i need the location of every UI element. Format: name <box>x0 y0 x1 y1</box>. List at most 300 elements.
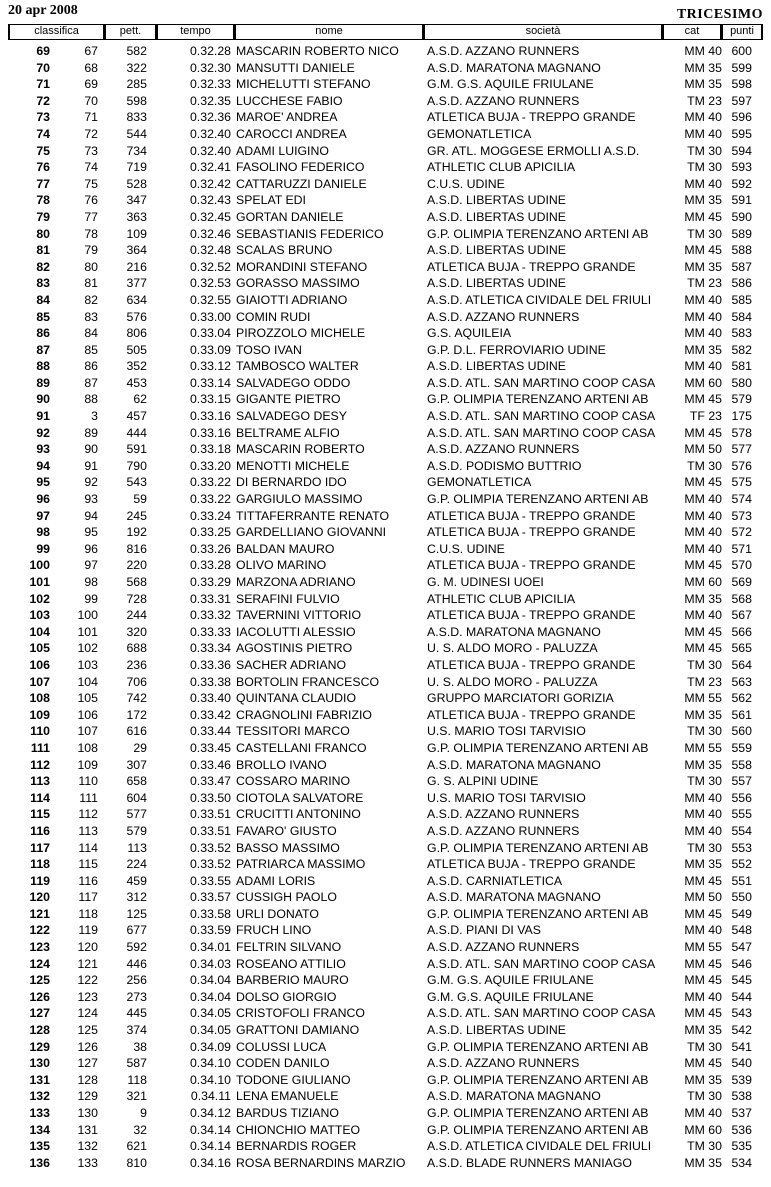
cell-punti: 594 <box>731 143 752 158</box>
cell-classifica: 92 <box>36 425 50 440</box>
cell-societa: G.P. OLIMPIA TERENZANO ARTENI AB <box>427 740 649 755</box>
table-row <box>0 358 771 375</box>
cell-societa: A.S.D. AZZANO RUNNERS <box>427 823 580 838</box>
cell-societa: GRUPPO MARCIATORI GORIZIA <box>427 691 614 706</box>
table-row <box>0 508 771 525</box>
cell-societa: A.S.D. MARATONA MAGNANO <box>427 757 601 772</box>
cell-tempo: 0.34.10 <box>189 1056 231 1071</box>
cell-classifica: 136 <box>29 1155 50 1170</box>
cell-cat: TM 30 <box>687 724 722 739</box>
cell-pettorale: 634 <box>126 292 147 307</box>
cell-tempo: 0.34.05 <box>189 1023 231 1038</box>
table-row <box>0 1005 771 1022</box>
cell-cat: MM 40 <box>684 326 722 341</box>
cell-pettorale: 364 <box>126 243 147 258</box>
cell-societa: U.S. MARIO TOSI TARVISIO <box>427 790 586 805</box>
cell-category-position: 109 <box>77 757 98 772</box>
cell-societa: ATLETICA BUJA - TREPPO GRANDE <box>427 558 636 573</box>
cell-societa: G.P. OLIMPIA TERENZANO ARTENI AB <box>427 1106 649 1120</box>
cell-pettorale: 38 <box>133 1039 147 1054</box>
cell-nome: CUSSIGH PAOLO <box>236 890 337 905</box>
cell-punti: 576 <box>731 458 752 473</box>
table-row <box>0 690 771 707</box>
cell-tempo: 0.34.04 <box>189 989 231 1004</box>
cell-societa: A.S.D. MARATONA MAGNANO <box>427 890 601 905</box>
cell-nome: COMIN RUDI <box>236 309 311 324</box>
table-row <box>0 76 771 93</box>
cell-pettorale: 719 <box>126 160 147 175</box>
cell-nome: BELTRAME ALFIO <box>236 425 340 440</box>
cell-societa: G.M. G.S. AQUILE FRIULANE <box>427 77 594 92</box>
cell-nome: QUINTANA CLAUDIO <box>236 691 357 706</box>
cell-pettorale: 216 <box>126 259 147 274</box>
cell-punti: 568 <box>731 591 752 606</box>
cell-punti: 549 <box>731 906 752 921</box>
cell-tempo: 0.33.47 <box>189 774 231 789</box>
cell-tempo: 0.33.00 <box>189 309 231 324</box>
cell-societa: U. S. ALDO MORO - PALUZZA <box>427 641 598 656</box>
cell-tempo: 0.32.43 <box>189 193 231 208</box>
cell-nome: MENOTTI MICHELE <box>236 458 350 473</box>
cell-punti: 580 <box>731 375 752 390</box>
race-location: TRICESIMO <box>676 7 763 22</box>
cell-pettorale: 445 <box>126 1006 147 1021</box>
cell-punti: 570 <box>731 558 752 573</box>
cell-tempo: 0.33.44 <box>189 724 231 739</box>
cell-cat: MM 40 <box>684 110 722 125</box>
cell-category-position: 103 <box>77 657 98 672</box>
cell-tempo: 0.32.30 <box>189 60 231 75</box>
cell-punti: 556 <box>731 790 752 805</box>
cell-punti: 539 <box>731 1072 752 1087</box>
cell-tempo: 0.33.45 <box>189 740 231 755</box>
table-row <box>0 740 771 757</box>
cell-category-position: 85 <box>84 342 98 357</box>
cell-nome: LENA EMANUELE <box>236 1089 339 1104</box>
cell-punti: 554 <box>731 823 752 838</box>
table-row <box>0 773 771 790</box>
cell-classifica: 104 <box>29 624 50 639</box>
cell-category-position: 72 <box>84 126 98 141</box>
cell-punti: 565 <box>731 641 752 656</box>
cell-pettorale: 453 <box>126 375 147 390</box>
cell-punti: 560 <box>731 724 752 739</box>
table-row <box>0 309 771 326</box>
column-header-pett: pett. <box>106 25 155 39</box>
cell-pettorale: 810 <box>126 1155 147 1170</box>
cell-nome: ROSEANO ATTILIO <box>236 956 346 971</box>
cell-societa: A.S.D. AZZANO RUNNERS <box>427 940 580 955</box>
cell-punti: 578 <box>731 425 752 440</box>
cell-pettorale: 457 <box>126 409 147 424</box>
cell-societa: ATLETICA BUJA - TREPPO GRANDE <box>427 707 636 722</box>
cell-pettorale: 172 <box>126 707 147 722</box>
cell-nome: FRUCH LINO <box>236 923 312 938</box>
cell-tempo: 0.33.22 <box>189 492 231 507</box>
cell-societa: G.P. OLIMPIA TERENZANO ARTENI AB <box>427 840 649 855</box>
cell-pettorale: 658 <box>126 774 147 789</box>
cell-societa: A.S.D. AZZANO RUNNERS <box>427 93 580 108</box>
cell-societa: A.S.D. ATL. SAN MARTINO COOP CASA <box>427 375 656 390</box>
cell-nome: FELTRIN SILVANO <box>236 940 342 955</box>
cell-cat: MM 45 <box>684 641 722 656</box>
cell-tempo: 0.33.51 <box>189 823 231 838</box>
cell-punti: 555 <box>731 807 752 822</box>
cell-nome: SCALAS BRUNO <box>236 243 333 258</box>
cell-nome: SALVADEGO DESY <box>236 409 347 424</box>
cell-tempo: 0.33.46 <box>189 757 231 772</box>
cell-nome: CODEN DANILO <box>236 1056 330 1071</box>
cell-nome: IACOLUTTI ALESSIO <box>236 624 356 639</box>
cell-category-position: 86 <box>84 359 98 374</box>
cell-nome: LUCCHESE FABIO <box>236 93 343 108</box>
cell-cat: MM 35 <box>684 707 722 722</box>
cell-societa: A.S.D. PIANI DI VAS <box>427 923 541 938</box>
cell-classifica: 103 <box>29 608 50 623</box>
cell-punti: 596 <box>731 110 752 125</box>
cell-category-position: 111 <box>79 790 98 805</box>
cell-cat: MM 40 <box>684 126 722 141</box>
cell-punti: 546 <box>731 956 752 971</box>
cell-pettorale: 543 <box>126 475 147 490</box>
cell-classifica: 114 <box>30 790 50 805</box>
cell-punti: 558 <box>731 757 752 772</box>
cell-cat: MM 60 <box>684 375 722 390</box>
table-row <box>0 325 771 342</box>
cell-category-position: 69 <box>84 77 98 92</box>
cell-cat: MM 45 <box>684 558 722 573</box>
table-row <box>0 192 771 209</box>
cell-classifica: 134 <box>29 1122 50 1137</box>
table-row <box>0 856 771 873</box>
cell-pettorale: 579 <box>126 823 147 838</box>
table-row <box>0 109 771 126</box>
cell-category-position: 130 <box>77 1106 98 1120</box>
cell-pettorale: 347 <box>126 193 147 208</box>
cell-pettorale: 591 <box>126 442 147 457</box>
cell-cat: TM 30 <box>687 657 722 672</box>
cell-nome: TITTAFERRANTE RENATO <box>236 508 390 523</box>
cell-nome: MASCARIN ROBERTO <box>236 442 365 457</box>
cell-societa: C.U.S. UDINE <box>427 176 505 191</box>
cell-tempo: 0.32.46 <box>189 226 231 241</box>
cell-nome: GIAIOTTI ADRIANO <box>236 292 348 307</box>
table-row <box>0 790 771 807</box>
cell-pettorale: 446 <box>126 956 147 971</box>
cell-cat: MM 40 <box>684 790 722 805</box>
column-header-nome: nome <box>236 25 422 39</box>
cell-cat: TM 30 <box>687 160 722 175</box>
table-row <box>0 159 771 176</box>
cell-punti: 575 <box>731 475 752 490</box>
cell-punti: 545 <box>731 973 752 988</box>
column-header-classifica: classifica <box>10 25 103 39</box>
cell-punti: 543 <box>731 1006 752 1021</box>
table-row <box>0 956 771 973</box>
cell-tempo: 0.33.29 <box>189 575 231 589</box>
page-header <box>8 3 763 21</box>
cell-nome: CASTELLANI FRANCO <box>236 740 367 755</box>
cell-societa: A.S.D. AZZANO RUNNERS <box>427 1056 580 1071</box>
cell-nome: COLUSSI LUCA <box>236 1039 327 1054</box>
table-row <box>0 757 771 774</box>
cell-tempo: 0.32.40 <box>189 143 231 158</box>
cell-classifica: 119 <box>30 873 50 888</box>
cell-classifica: 106 <box>29 657 50 672</box>
cell-classifica: 79 <box>36 209 50 224</box>
cell-nome: MARZONA ADRIANO <box>236 575 356 589</box>
cell-classifica: 120 <box>29 890 50 905</box>
cell-pettorale: 598 <box>126 93 147 108</box>
cell-nome: MORANDINI STEFANO <box>236 259 368 274</box>
cell-classifica: 93 <box>36 442 50 457</box>
cell-punti: 175 <box>731 409 752 424</box>
cell-category-position: 87 <box>84 375 98 390</box>
table-row <box>0 143 771 160</box>
cell-tempo: 0.33.16 <box>189 425 231 440</box>
cell-punti: 562 <box>731 691 752 706</box>
cell-pettorale: 688 <box>126 641 147 656</box>
cell-cat: MM 45 <box>684 1056 722 1071</box>
cell-category-position: 127 <box>77 1056 98 1071</box>
cell-cat: MM 45 <box>684 425 722 440</box>
cell-cat: MM 45 <box>684 973 722 988</box>
cell-pettorale: 192 <box>126 525 147 540</box>
cell-tempo: 0.33.38 <box>189 674 231 689</box>
cell-pettorale: 790 <box>126 458 147 473</box>
table-row <box>0 126 771 143</box>
table-header <box>8 24 763 40</box>
cell-societa: A.S.D. LIBERTAS UDINE <box>427 276 566 291</box>
cell-classifica: 112 <box>30 757 50 772</box>
cell-nome: GARGIULO MASSIMO <box>236 492 363 507</box>
cell-category-position: 74 <box>84 160 98 175</box>
cell-classifica: 72 <box>36 93 50 108</box>
cell-classifica: 88 <box>36 359 50 374</box>
cell-nome: BASSO MASSIMO <box>236 840 340 855</box>
cell-nome: BERNARDIS ROGER <box>236 1139 357 1154</box>
cell-tempo: 0.33.31 <box>189 591 231 606</box>
cell-nome: URLI DONATO <box>236 906 319 921</box>
cell-classifica: 117 <box>30 840 50 855</box>
cell-societa: A.S.D. LIBERTAS UDINE <box>427 209 566 224</box>
cell-classifica: 94 <box>36 458 50 473</box>
table-row <box>0 607 771 624</box>
cell-category-position: 94 <box>84 508 98 523</box>
cell-cat: MM 35 <box>684 1155 722 1170</box>
cell-punti: 571 <box>731 541 752 556</box>
cell-classifica: 129 <box>29 1039 50 1054</box>
cell-punti: 600 <box>731 44 752 58</box>
cell-cat: MM 40 <box>684 923 722 938</box>
cell-punti: 548 <box>731 923 752 938</box>
cell-societa: ATLETICA BUJA - TREPPO GRANDE <box>427 508 636 523</box>
cell-category-position: 129 <box>77 1089 98 1104</box>
cell-cat: MM 55 <box>684 940 722 955</box>
cell-tempo: 0.34.01 <box>189 940 231 955</box>
cell-tempo: 0.34.04 <box>189 973 231 988</box>
cell-societa: G. M. UDINESI UOEI <box>427 575 544 589</box>
cell-cat: MM 35 <box>684 1023 722 1038</box>
cell-classifica: 84 <box>36 292 50 307</box>
cell-societa: GR. ATL. MOGGESE ERMOLLI A.S.D. <box>427 143 640 158</box>
cell-tempo: 0.33.36 <box>189 657 231 672</box>
table-row <box>0 657 771 674</box>
cell-category-position: 126 <box>77 1039 98 1054</box>
cell-societa: ATLETICA BUJA - TREPPO GRANDE <box>427 110 636 125</box>
cell-nome: DOLSO GIORGIO <box>236 989 337 1004</box>
cell-tempo: 0.32.55 <box>189 292 231 307</box>
cell-pettorale: 244 <box>126 608 147 623</box>
cell-nome: MICHELUTTI STEFANO <box>236 77 371 92</box>
cell-tempo: 0.32.28 <box>189 44 231 58</box>
table-row <box>0 375 771 392</box>
cell-cat: MM 40 <box>684 1106 722 1120</box>
cell-pettorale: 125 <box>126 906 147 921</box>
cell-pettorale: 109 <box>126 226 147 241</box>
table-row <box>0 674 771 691</box>
cell-tempo: 0.33.33 <box>189 624 231 639</box>
table-row <box>0 524 771 541</box>
cell-nome: CATTARUZZI DANIELE <box>236 176 367 191</box>
table-row <box>0 840 771 857</box>
cell-category-position: 68 <box>84 60 98 75</box>
cell-cat: MM 35 <box>684 1072 722 1087</box>
cell-classifica: 82 <box>36 259 50 274</box>
table-row <box>0 707 771 724</box>
cell-pettorale: 568 <box>126 575 147 589</box>
cell-category-position: 107 <box>77 724 98 739</box>
cell-tempo: 0.33.28 <box>189 558 231 573</box>
table-row <box>0 574 771 591</box>
cell-classifica: 74 <box>36 126 50 141</box>
cell-pettorale: 307 <box>126 757 147 772</box>
cell-pettorale: 734 <box>126 143 147 158</box>
cell-pettorale: 312 <box>126 890 147 905</box>
table-row <box>0 1105 771 1122</box>
cell-nome: GORTAN DANIELE <box>236 209 344 224</box>
cell-category-position: 104 <box>77 674 98 689</box>
cell-category-position: 77 <box>84 209 98 224</box>
cell-category-position: 106 <box>77 707 98 722</box>
table-row <box>0 292 771 309</box>
cell-category-position: 117 <box>78 890 98 905</box>
cell-tempo: 0.33.26 <box>189 541 231 556</box>
cell-pettorale: 245 <box>126 508 147 523</box>
cell-category-position: 112 <box>78 807 98 822</box>
cell-pettorale: 113 <box>127 840 147 855</box>
table-row <box>0 823 771 840</box>
cell-tempo: 0.32.33 <box>189 77 231 92</box>
cell-pettorale: 9 <box>140 1106 147 1120</box>
cell-classifica: 109 <box>29 707 50 722</box>
cell-tempo: 0.34.14 <box>189 1122 231 1137</box>
cell-nome: OLIVO MARINO <box>236 558 327 573</box>
cell-societa: G.M. G.S. AQUILE FRIULANE <box>427 973 594 988</box>
cell-category-position: 71 <box>84 110 98 125</box>
cell-classifica: 128 <box>29 1023 50 1038</box>
cell-classifica: 86 <box>36 326 50 341</box>
cell-tempo: 0.34.10 <box>189 1072 231 1087</box>
table-row <box>0 391 771 408</box>
cell-classifica: 75 <box>36 143 50 158</box>
cell-nome: PATRIARCA MASSIMO <box>236 857 366 872</box>
cell-punti: 597 <box>731 93 752 108</box>
cell-punti: 544 <box>731 989 752 1004</box>
cell-classifica: 97 <box>36 508 50 523</box>
cell-classifica: 101 <box>29 575 50 589</box>
cell-category-position: 98 <box>84 575 98 589</box>
cell-cat: MM 60 <box>684 575 722 589</box>
cell-cat: MM 40 <box>684 359 722 374</box>
cell-classifica: 71 <box>36 77 50 92</box>
cell-pettorale: 459 <box>126 873 147 888</box>
cell-category-position: 133 <box>77 1155 98 1170</box>
cell-nome: AGOSTINIS PIETRO <box>236 641 353 656</box>
cell-pettorale: 577 <box>126 807 147 822</box>
column-header-societa: società <box>425 25 661 39</box>
cell-cat: TM 30 <box>687 226 722 241</box>
cell-cat: TM 30 <box>687 143 722 158</box>
cell-societa: A.S.D. CARNIATLETICA <box>427 873 563 888</box>
cell-pettorale: 320 <box>126 624 147 639</box>
cell-category-position: 93 <box>84 492 98 507</box>
cell-tempo: 0.32.36 <box>189 110 231 125</box>
cell-classifica: 113 <box>30 774 50 789</box>
cell-category-position: 99 <box>84 591 98 606</box>
cell-pettorale: 576 <box>126 309 147 324</box>
cell-punti: 581 <box>731 359 752 374</box>
cell-tempo: 0.33.22 <box>189 475 231 490</box>
cell-classifica: 123 <box>29 940 50 955</box>
cell-cat: TM 30 <box>687 1139 722 1154</box>
cell-punti: 586 <box>731 276 752 291</box>
cell-societa: ATLETICA BUJA - TREPPO GRANDE <box>427 857 636 872</box>
cell-tempo: 0.34.16 <box>189 1155 231 1170</box>
cell-tempo: 0.33.09 <box>189 342 231 357</box>
cell-tempo: 0.33.14 <box>189 375 231 390</box>
cell-category-position: 100 <box>77 608 98 623</box>
cell-tempo: 0.32.35 <box>189 93 231 108</box>
cell-cat: MM 35 <box>684 757 722 772</box>
cell-tempo: 0.34.14 <box>189 1139 231 1154</box>
cell-nome: CAROCCI ANDREA <box>236 126 347 141</box>
cell-societa: G.M. G.S. AQUILE FRIULANE <box>427 989 594 1004</box>
table-row <box>0 1088 771 1105</box>
cell-classifica: 126 <box>29 989 50 1004</box>
cell-classifica: 96 <box>36 492 50 507</box>
cell-cat: TM 30 <box>687 1089 722 1104</box>
cell-classifica: 91 <box>36 409 50 424</box>
cell-cat: MM 40 <box>684 525 722 540</box>
cell-cat: TM 30 <box>687 1039 722 1054</box>
cell-tempo: 0.33.40 <box>189 691 231 706</box>
cell-societa: ATLETICA BUJA - TREPPO GRANDE <box>427 259 636 274</box>
table-row <box>0 1022 771 1039</box>
cell-category-position: 91 <box>84 458 98 473</box>
cell-tempo: 0.33.24 <box>189 508 231 523</box>
table-row <box>0 1039 771 1056</box>
cell-tempo: 0.33.34 <box>189 641 231 656</box>
cell-category-position: 70 <box>84 93 98 108</box>
race-date: 20 apr 2008 <box>8 3 78 18</box>
cell-nome: TAVERNINI VITTORIO <box>236 608 362 623</box>
cell-classifica: 130 <box>29 1056 50 1071</box>
cell-category-position: 75 <box>84 176 98 191</box>
cell-punti: 534 <box>731 1155 752 1170</box>
table-row <box>0 342 771 359</box>
table-row <box>0 425 771 442</box>
